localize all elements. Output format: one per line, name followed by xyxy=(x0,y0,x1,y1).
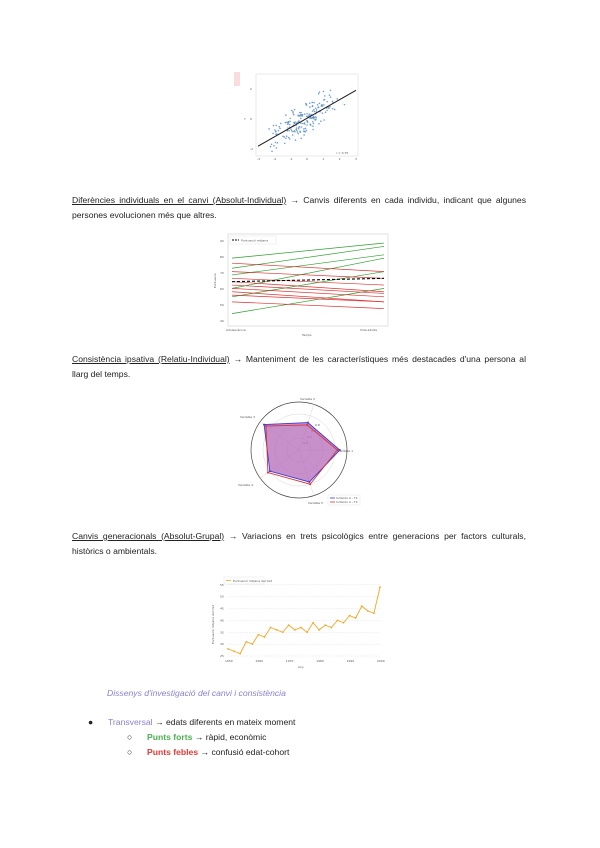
scatter-figure xyxy=(232,72,362,167)
scatter-point xyxy=(278,130,280,132)
generational-point xyxy=(288,624,290,626)
scatter-point xyxy=(271,150,273,152)
generational-point xyxy=(270,627,272,629)
scatter-point xyxy=(312,110,314,112)
scatter-point xyxy=(283,136,285,138)
scatter-point xyxy=(288,130,290,132)
scatter-x-tick: 3 xyxy=(355,157,357,161)
scatter-corner-mark xyxy=(234,72,240,86)
scatter-point xyxy=(306,113,308,115)
radar-axis-label-4: Variable 4 xyxy=(238,483,254,487)
scatter-point xyxy=(284,143,286,145)
scatter-point xyxy=(313,102,315,104)
scatter-point xyxy=(322,112,324,114)
radar-vertex xyxy=(309,483,311,485)
scatter-point xyxy=(292,134,294,136)
generational-y-tick: 25 xyxy=(220,654,224,658)
scatter-point xyxy=(330,89,332,91)
radar-vertex xyxy=(307,422,309,424)
scatter-point xyxy=(295,139,297,141)
scatter-point xyxy=(298,127,300,129)
radar-legend-t2: Individu A - T2 xyxy=(336,500,358,504)
scatter-point xyxy=(315,108,317,110)
scatter-point xyxy=(309,106,311,108)
scatter-point xyxy=(312,129,314,131)
scatter-point xyxy=(329,106,331,108)
trajectories-y-tick: 90 xyxy=(220,239,224,243)
scatter-point xyxy=(332,101,334,103)
generational-y-tick: 30 xyxy=(220,642,224,647)
scatter-point xyxy=(297,115,299,117)
scatter-point xyxy=(323,119,325,121)
scatter-point xyxy=(306,120,308,122)
radar-axis-label-1: Variable 1 xyxy=(338,449,354,453)
scatter-point xyxy=(334,109,336,111)
generational-ticks xyxy=(225,659,385,663)
scatter-point xyxy=(315,119,317,121)
scatter-point xyxy=(312,121,314,123)
scatter-point xyxy=(318,123,320,125)
scatter-point xyxy=(323,104,325,106)
scatter-x-tick: 1 xyxy=(322,157,325,161)
generational-point xyxy=(258,634,260,636)
scatter-point xyxy=(288,121,290,123)
generational-point xyxy=(373,612,375,614)
trajectories-x-label: Temps xyxy=(302,333,312,337)
scatter-point xyxy=(312,125,314,127)
scatter-point xyxy=(309,123,311,125)
scatter-point xyxy=(286,135,288,137)
scatter-point xyxy=(273,145,275,147)
scatter-point xyxy=(275,133,277,135)
scatter-x-tick: -2 xyxy=(273,157,277,161)
scatter-point xyxy=(305,128,307,130)
generational-point xyxy=(245,641,247,643)
scatter-point xyxy=(289,124,291,126)
generational-point xyxy=(239,653,241,655)
scatter-point xyxy=(330,96,332,98)
scatter-point xyxy=(324,95,326,97)
section-generational-changes xyxy=(72,529,526,559)
transversal-text: edats diferents en mateix moment xyxy=(165,717,296,727)
trajectories-y-tick: 60 xyxy=(220,287,224,291)
generational-x-tick: 1950 xyxy=(225,659,233,663)
generational-point xyxy=(233,650,235,652)
trajectories-y-tick: 50 xyxy=(220,303,224,307)
scatter-point xyxy=(277,142,279,144)
generational-point xyxy=(349,615,351,617)
scatter-point xyxy=(296,130,298,132)
scatter-point xyxy=(271,144,273,146)
scatter-point xyxy=(300,138,302,140)
generational-point xyxy=(300,627,302,629)
scatter-point xyxy=(289,138,291,140)
radar-vertex xyxy=(308,481,310,483)
scatter-point xyxy=(292,131,294,133)
scatter-point xyxy=(319,91,321,93)
generational-x-tick: 1990 xyxy=(346,659,355,663)
trajectories-y-tick: 80 xyxy=(220,255,224,259)
generational-point xyxy=(282,631,284,633)
generational-y-tick: 40 xyxy=(220,618,224,623)
scatter-point xyxy=(291,110,293,112)
section1-label: Diferències individuals en el canvi (Absolut-Individual) xyxy=(72,195,287,205)
scatter-point xyxy=(332,108,334,110)
generational-point xyxy=(276,629,278,631)
generational-point xyxy=(312,622,314,624)
radar-axis-label-3: Variable 3 xyxy=(240,415,256,419)
scatter-point xyxy=(294,122,296,124)
scatter-point xyxy=(270,146,272,148)
generational-point xyxy=(227,648,229,650)
generational-point xyxy=(306,631,308,633)
scatter-point xyxy=(273,125,275,127)
transversal-arrow: → xyxy=(152,717,166,727)
radar-vertex xyxy=(265,425,267,427)
strengths-text: ràpid, econòmic xyxy=(205,732,267,742)
radar-ring-label: 0.8 xyxy=(315,423,320,427)
scatter-point xyxy=(313,109,315,111)
scatter-point xyxy=(303,134,305,136)
scatter-point xyxy=(285,122,287,124)
generational-point xyxy=(343,622,345,624)
radar-vertex xyxy=(263,424,265,426)
scatter-point xyxy=(324,99,326,101)
circle-bullet-icon: ○ xyxy=(127,747,133,757)
scatter-point xyxy=(290,128,292,130)
scatter-point xyxy=(299,131,301,133)
weaknesses-label: Punts febles xyxy=(147,747,199,757)
scatter-point xyxy=(325,111,327,113)
weaknesses-text: confusió edat-cohort xyxy=(211,747,290,757)
scatter-x-tick: 0 xyxy=(306,157,308,161)
scatter-point xyxy=(292,112,294,114)
trajectories-x-tick-2: Vida adulta xyxy=(360,328,378,332)
generational-y-tick: 50 xyxy=(220,594,224,599)
scatter-y-tick: -2 xyxy=(250,147,253,151)
scatter-point xyxy=(318,93,320,95)
scatter-point xyxy=(321,105,323,107)
scatter-point xyxy=(317,107,319,109)
generational-x-tick: 1960 xyxy=(255,659,264,663)
strengths-label: Punts forts xyxy=(147,732,193,742)
generational-y-tick: 55 xyxy=(220,582,224,587)
bullet-icon: ● xyxy=(88,717,94,727)
trajectories-y-tick: 40 xyxy=(220,319,224,323)
generational-point xyxy=(355,617,357,619)
trajectories-legend: Puntuació mitjana xyxy=(241,238,269,243)
scatter-point xyxy=(294,109,296,111)
scatter-point xyxy=(314,111,316,113)
scatter-y-tick: 2 xyxy=(250,87,252,91)
generational-point xyxy=(294,629,296,631)
generational-point xyxy=(337,619,339,621)
scatter-point xyxy=(312,106,314,108)
scatter-point xyxy=(293,114,295,116)
section3-arrow: → xyxy=(224,531,243,541)
scatter-point xyxy=(275,131,277,133)
radar-polygons xyxy=(263,422,341,486)
scatter-point xyxy=(300,122,302,124)
transversal-label: Transversal xyxy=(108,717,153,727)
scatter-point xyxy=(303,128,305,130)
trajectories-figure xyxy=(212,232,392,340)
section2-label: Consistència ipsativa (Relatiu-Individual) xyxy=(72,354,230,364)
generational-legend: Puntuació mitjana del tret xyxy=(233,578,272,583)
list-item-strengths xyxy=(88,730,295,745)
scatter-point xyxy=(268,128,270,130)
scatter-point xyxy=(326,110,328,112)
scatter-x-tick: -1 xyxy=(289,157,293,161)
generational-point xyxy=(324,624,326,626)
scatter-x-tick: 2 xyxy=(338,157,341,161)
list-item-transversal xyxy=(88,715,295,730)
design-heading: Dissenys d'investigació del canvi i consistència xyxy=(107,688,286,698)
section1-text: Canvis diferents en cada individu, indicant que algunes persones evolucionen més que altres. xyxy=(72,195,527,220)
section1-arrow: → xyxy=(286,195,304,205)
generational-x-tick: 1970 xyxy=(285,659,294,663)
generational-figure xyxy=(210,574,390,670)
scatter-point xyxy=(317,104,319,106)
scatter-point xyxy=(297,133,299,135)
scatter-point xyxy=(336,98,338,100)
scatter-point xyxy=(309,118,311,120)
scatter-point xyxy=(308,113,310,115)
section3-text: Variacions en trets psicològics entre generacions per factors culturals, històrics o ambientals. xyxy=(72,531,526,556)
generational-x-tick: 1980 xyxy=(316,659,324,663)
scatter-point xyxy=(305,131,307,133)
scatter-point xyxy=(344,104,346,106)
scatter-point xyxy=(272,133,274,135)
scatter-point xyxy=(280,123,282,125)
scatter-point xyxy=(329,94,331,96)
section-individual-differences xyxy=(72,193,526,223)
scatter-point xyxy=(313,123,315,125)
list-item-weaknesses xyxy=(88,745,295,760)
weaknesses-arrow: → xyxy=(198,747,212,757)
scatter-point xyxy=(303,130,305,132)
radar-figure xyxy=(232,392,366,510)
scatter-point xyxy=(326,101,328,103)
radar-axis-label-2: Variable 2 xyxy=(300,397,316,401)
generational-x-tick: 2000 xyxy=(377,659,385,663)
scatter-point xyxy=(306,130,308,132)
section-ipsative-consistency xyxy=(72,352,526,382)
generational-point xyxy=(251,643,253,645)
generational-x-label: Any xyxy=(298,665,304,669)
scatter-point xyxy=(276,147,278,149)
scatter-point xyxy=(289,121,291,123)
circle-bullet-icon: ○ xyxy=(127,732,133,742)
scatter-point xyxy=(304,113,306,115)
scatter-point xyxy=(323,91,325,93)
radar-vertex xyxy=(269,470,271,472)
scatter-point xyxy=(311,102,313,104)
radar-legend xyxy=(328,495,360,505)
radar-axis-label-5: Variable 5 xyxy=(308,501,324,505)
scatter-point xyxy=(279,126,281,128)
scatter-point xyxy=(299,112,301,114)
scatter-point xyxy=(279,128,281,130)
generational-point xyxy=(318,629,320,631)
generational-point xyxy=(379,586,381,588)
radar-vertex xyxy=(306,424,308,426)
scatter-point xyxy=(300,118,302,120)
scatter-point xyxy=(316,109,318,111)
generational-y-label: Puntuació mitjana del tret xyxy=(211,605,215,644)
trajectories-y-label: Puntuació xyxy=(213,273,217,288)
scatter-point xyxy=(294,130,296,132)
generational-point xyxy=(264,636,266,638)
scatter-point xyxy=(302,123,304,125)
scatter-point xyxy=(320,120,322,122)
scatter-point xyxy=(289,118,291,120)
trajectories-x-tick-1: Adolescència xyxy=(226,328,246,332)
scatter-point xyxy=(315,116,317,118)
scatter-point xyxy=(275,125,277,127)
scatter-point xyxy=(309,102,311,104)
section2-arrow: → xyxy=(229,354,246,364)
scatter-point xyxy=(299,115,301,117)
scatter-point xyxy=(301,114,303,116)
scatter-point xyxy=(285,138,287,140)
scatter-point xyxy=(319,103,321,105)
strengths-arrow: → xyxy=(192,732,206,742)
scatter-point xyxy=(288,137,290,139)
trajectories-y-tick: 70 xyxy=(220,271,224,275)
scatter-y-label: Y xyxy=(244,117,246,121)
scatter-point xyxy=(307,115,309,117)
generational-y-tick: 35 xyxy=(220,630,224,635)
scatter-point xyxy=(300,112,302,114)
scatter-point xyxy=(287,122,289,124)
radar-legend-t1: Individu A - T1 xyxy=(336,496,358,500)
scatter-point xyxy=(274,129,276,131)
scatter-point xyxy=(304,122,306,124)
scatter-point xyxy=(275,142,277,144)
section3-label: Canvis generacionals (Absolut-Grupal) xyxy=(72,531,225,541)
scatter-y-tick: 0 xyxy=(250,117,252,121)
design-list xyxy=(88,715,295,760)
scatter-point xyxy=(297,131,299,133)
scatter-x-tick: -3 xyxy=(257,157,260,161)
generational-y-tick: 45 xyxy=(220,606,224,611)
scatter-point xyxy=(305,103,307,105)
scatter-point xyxy=(306,124,308,126)
radar-polygon xyxy=(264,423,340,482)
generational-point xyxy=(367,610,369,612)
scatter-point xyxy=(285,114,287,116)
generational-point xyxy=(361,605,363,607)
scatter-point xyxy=(311,117,313,119)
scatter-point xyxy=(301,126,303,128)
scatter-r-label: r = 0.75 xyxy=(336,151,349,155)
radar-vertex xyxy=(267,472,269,474)
generational-point xyxy=(330,627,332,629)
section2-text: Manteniment de les característiques més destacades d'una persona al llarg del temps. xyxy=(72,354,526,379)
scatter-point xyxy=(312,117,314,119)
scatter-point xyxy=(296,127,298,129)
